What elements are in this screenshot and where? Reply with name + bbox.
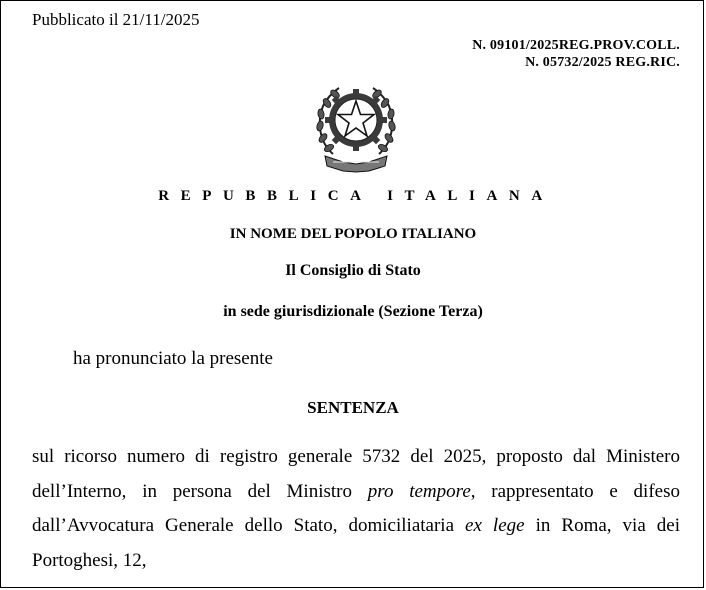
pro-tempore-italic: pro tempore: [367, 480, 471, 502]
body-line-1: sul ricorso numero di registro generale 5732 del 2025, proposto dal Ministero: [32, 446, 680, 467]
body-line-2: [32, 475, 680, 510]
body-line-2-end: , rappresentato e difeso: [470, 480, 680, 502]
section-heading: in sede giurisdizionale (Sezione Terza): [223, 303, 483, 320]
italian-republic-emblem-icon: [313, 76, 399, 174]
body-line-3-start: dall’Avvocatura Generale dello Stato, domiciliataria: [32, 515, 466, 536]
council-heading: Il Consiglio di Stato: [285, 262, 421, 279]
registry-prov-number: N. 09101/2025REG.PROV.COLL.: [472, 38, 680, 53]
body-line-3-end: in Roma, via dei: [524, 515, 681, 536]
body-line-2-start: dell’Interno, in persona del Ministro: [32, 480, 368, 502]
publication-date: Pubblicato il 21/11/2025: [32, 10, 200, 29]
registry-ric-number: N. 05732/2025 REG.RIC.: [525, 55, 680, 70]
judgment-body: [32, 440, 680, 578]
judgment-title: SENTENZA: [307, 398, 399, 417]
name-of-people-heading: IN NOME DEL POPOLO ITALIANO: [229, 226, 477, 242]
ex-lege-italic: ex lege: [465, 515, 525, 536]
body-line-4: Portoghesi, 12,: [32, 549, 147, 571]
pronounced-text: ha pronunciato la presente: [73, 348, 273, 369]
registry-numbers: [472, 37, 680, 71]
body-line-3: [32, 509, 680, 544]
republic-heading: REPUBBLICA ITALIANA: [158, 188, 554, 204]
